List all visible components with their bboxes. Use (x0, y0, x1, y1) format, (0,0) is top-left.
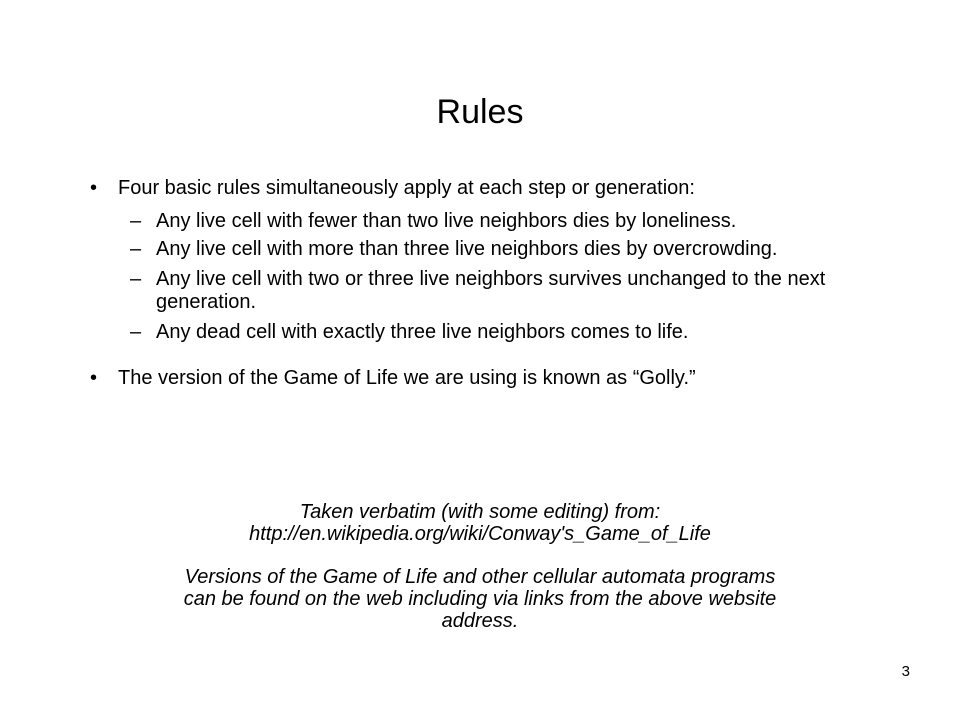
rule-dash: – (130, 238, 142, 260)
bullet-text: Four basic rules simultaneously apply at each step or generation: (118, 177, 695, 199)
rule-dash: – (130, 210, 142, 232)
source-credit (0, 501, 960, 545)
rule-text: Any live cell with two or three live neighbors survives unchanged to the next generation. (156, 268, 826, 313)
rule-dash: – (130, 321, 142, 343)
rule-text: Any dead cell with exactly three live neighbors comes to life. (156, 321, 689, 343)
bullet-dot: • (90, 177, 98, 199)
bullet-text: The version of the Game of Life we are using is known as “Golly.” (118, 367, 696, 389)
versions-note-line: address. (441, 610, 519, 632)
rule-text: Any live cell with more than three live neighbors dies by overcrowding. (156, 238, 778, 260)
slide-title: Rules (436, 93, 524, 131)
source-url: http://en.wikipedia.org/wiki/Conway's_Game_of_Life (249, 523, 711, 545)
bullet-dot: • (90, 367, 98, 389)
versions-note-line: can be found on the web including via links from the above website (183, 588, 777, 610)
rule-dash: – (130, 268, 142, 290)
source-credit-line: Taken verbatim (with some editing) from: (299, 501, 661, 523)
page-number: 3 (901, 663, 910, 680)
versions-note (0, 566, 960, 632)
rule-text: Any live cell with fewer than two live neighbors dies by loneliness. (156, 210, 737, 232)
versions-note-line: Versions of the Game of Life and other cellular automata programs (184, 566, 776, 588)
